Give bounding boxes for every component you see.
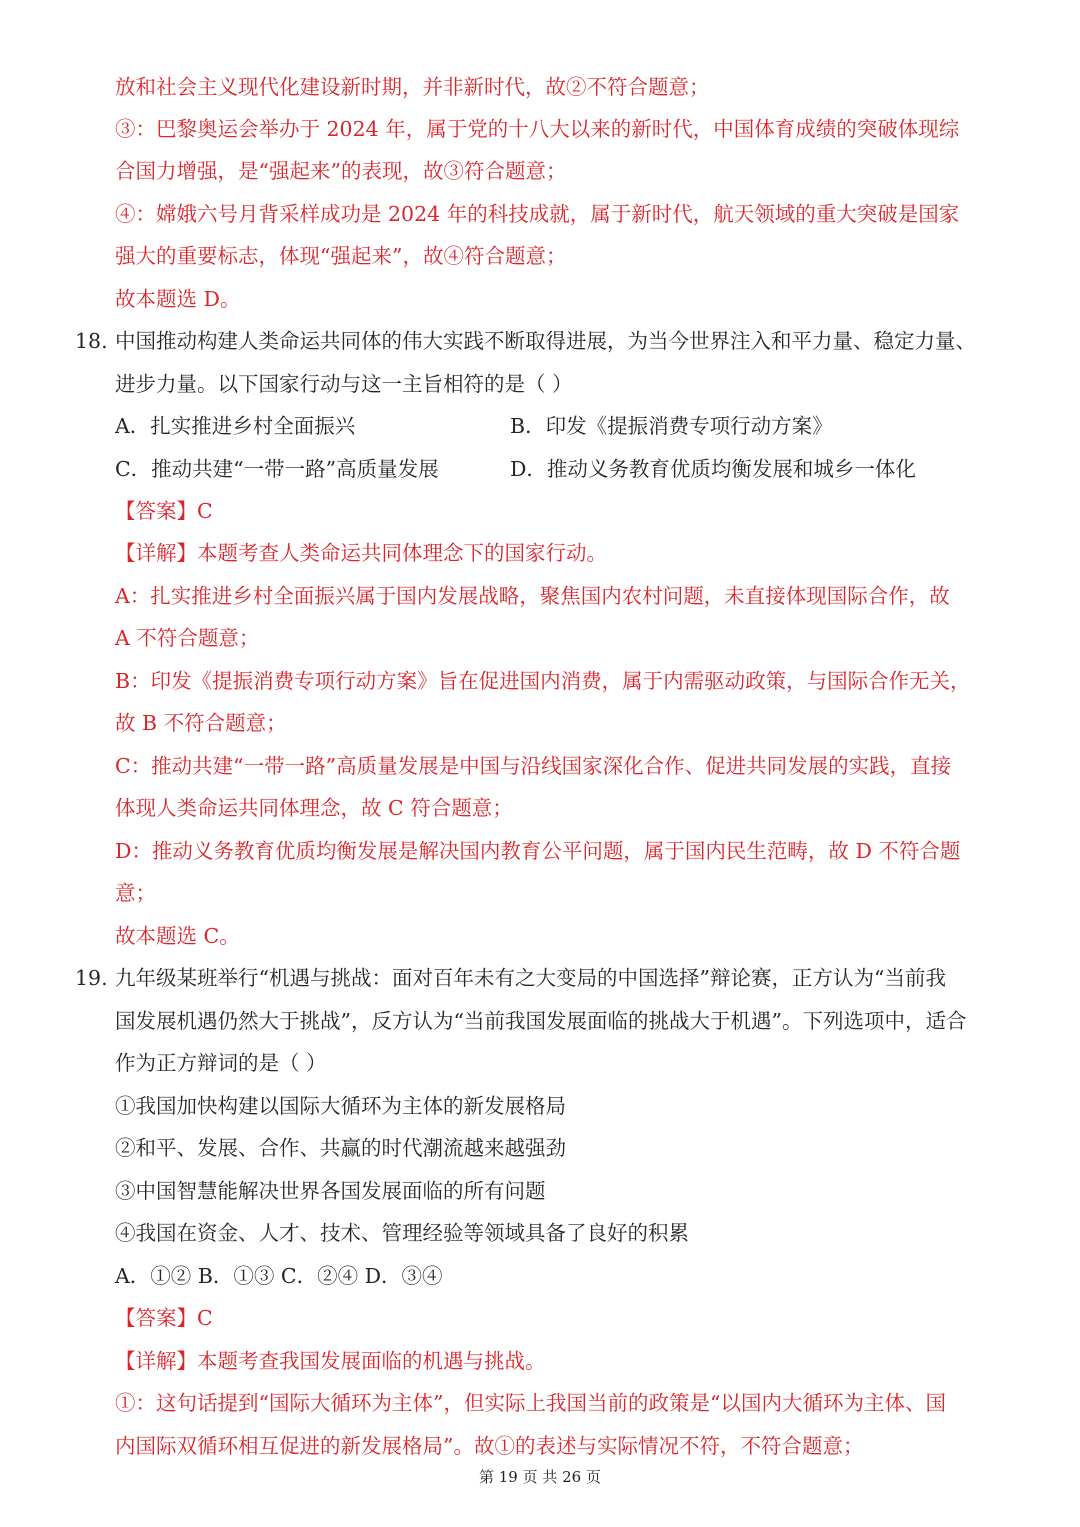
conclusion-line: 故本题选 D。 — [115, 287, 241, 311]
analysis-line: 强大的重要标志，体现“强起来”，故④符合题意； — [115, 244, 567, 268]
answer-tag: 【答案】 — [115, 1306, 197, 1330]
option-b: B．印发《提振消费专项行动方案》 — [510, 414, 833, 438]
analysis-line: D：推动义务教育优质均衡发展是解决国内教育公平问题，属于国内民生范畴，故 D 不符合题 — [115, 839, 961, 863]
analysis-line: 故 B 不符合题意； — [115, 711, 287, 735]
analysis-line: A：扎实推进乡村全面振兴属于国内发展战略，聚焦国内农村问题，未直接体现国际合作，故 — [115, 584, 950, 608]
detail-intro: 本题考查我国发展面临的机遇与挑战。 — [197, 1349, 546, 1373]
analysis-line: C：推动共建“一带一路”高质量发展是中国与沿线国家深化合作、促进共同发展的实践，直接 — [115, 754, 952, 778]
question-stem: 九年级某班举行“机遇与挑战：面对百年未有之大变局的中国选择”辩论赛，正方认为“当前我 — [115, 966, 946, 990]
question-number: 18. — [75, 329, 108, 353]
answer-tag: 【答案】 — [115, 499, 197, 523]
answer-value: C — [197, 499, 213, 523]
detail-tag: 【详解】 — [115, 541, 197, 565]
options-line: A．①② B．①③ C．②④ D．③④ — [115, 1264, 443, 1288]
answer-line — [115, 496, 213, 526]
analysis-line: ③：巴黎奥运会举办于 2024 年，属于党的十八大以来的新时代，中国体育成绩的突破体现综 — [115, 117, 960, 141]
statement: ④我国在资金、人才、技术、管理经验等领域具备了良好的积累 — [115, 1221, 689, 1245]
answer-line — [115, 1303, 213, 1333]
option-d: D．推动义务教育优质均衡发展和城乡一体化 — [510, 457, 916, 481]
detail-line — [115, 538, 607, 568]
question-stem: 作为正方辩词的是（ ） — [115, 1051, 327, 1075]
analysis-line: ④：嫦娥六号月背采样成功是 2024 年的科技成就，属于新时代，航天领域的重大突破是国家 — [115, 202, 960, 226]
option-c: C．推动共建“一带一路”高质量发展 — [115, 457, 439, 481]
statement: ①我国加快构建以国际大循环为主体的新发展格局 — [115, 1094, 566, 1118]
statement: ③中国智慧能解决世界各国发展面临的所有问题 — [115, 1179, 546, 1203]
question-stem: 进步力量。以下国家行动与这一主旨相符的是（ ） — [115, 372, 573, 396]
analysis-line: 意； — [115, 881, 156, 905]
conclusion-line: 故本题选 C。 — [115, 924, 240, 948]
option-a: A．扎实推进乡村全面振兴 — [115, 414, 356, 438]
analysis-line: A 不符合题意； — [115, 626, 260, 650]
answer-value: C — [197, 1306, 213, 1330]
analysis-line: ①：这句话提到“国际大循环为主体”，但实际上我国当前的政策是“以国内大循环为主体、国 — [115, 1391, 946, 1415]
question-stem: 中国推动构建人类命运共同体的伟大实践不断取得进展，为当今世界注入和平力量、稳定力量、 — [115, 329, 976, 353]
page-footer: 第 19 页 共 26 页 — [478, 1468, 601, 1486]
analysis-line: 合国力增强，是“强起来”的表现，故③符合题意； — [115, 159, 567, 183]
detail-intro: 本题考查人类命运共同体理念下的国家行动。 — [197, 541, 607, 565]
question-stem: 国发展机遇仍然大于挑战”，反方认为“当前我国发展面临的挑战大于机遇”。下列选项中，适合 — [115, 1009, 967, 1033]
analysis-line: B：印发《提振消费专项行动方案》旨在促进国内消费，属于内需驱动政策，与国际合作无关， — [115, 669, 971, 693]
analysis-line: 体现人类命运共同体理念，故 C 符合题意； — [115, 796, 513, 820]
analysis-line: 内国际双循环相互促进的新发展格局”。故①的表述与实际情况不符，不符合题意； — [115, 1434, 864, 1458]
analysis-line: 放和社会主义现代化建设新时期，并非新时代，故②不符合题意； — [115, 75, 710, 99]
question-number: 19. — [75, 966, 108, 990]
detail-line — [115, 1346, 546, 1376]
detail-tag: 【详解】 — [115, 1349, 197, 1373]
statement: ②和平、发展、合作、共赢的时代潮流越来越强劲 — [115, 1136, 566, 1160]
